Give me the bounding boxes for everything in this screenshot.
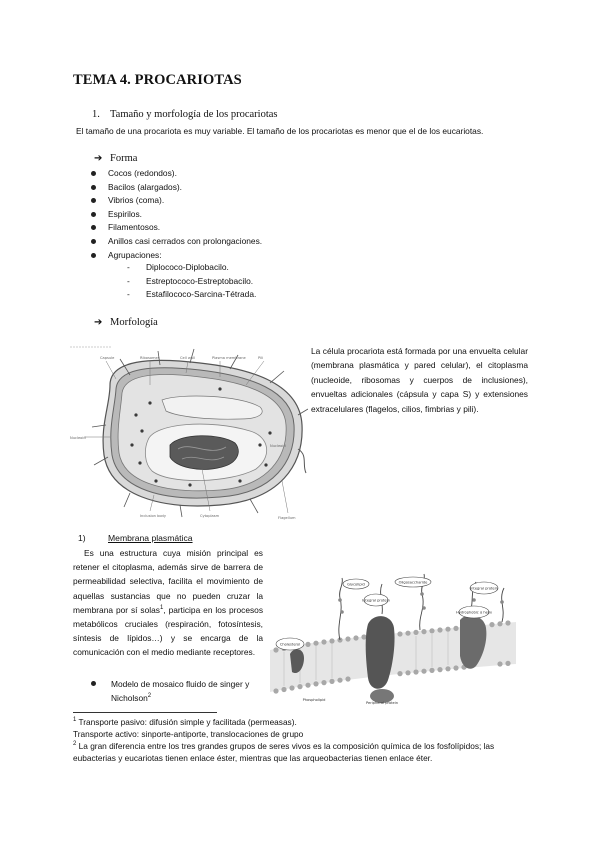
label-capsule: Capsule	[100, 356, 115, 360]
label-glycolipid: Glycolipid	[347, 582, 365, 587]
list-item: - Estreptococo-Estreptobacilo.	[127, 275, 254, 286]
membrana-heading	[78, 533, 193, 543]
label-hydrophobic-helix: Hydrophobic α helix	[456, 610, 492, 615]
bullet-icon	[91, 198, 96, 203]
label-integral-protein-2: Integral protein	[470, 586, 498, 591]
arrow-right-icon: ➔	[94, 317, 103, 328]
bullet-icon	[91, 185, 96, 190]
forma-list	[91, 167, 262, 262]
bullet-icon	[91, 239, 96, 244]
label-integral-protein-1: Integral protein	[362, 598, 390, 603]
label-ribosomes: Ribosomes	[140, 356, 160, 360]
label-peripheral-protein: Peripheral protein	[365, 701, 399, 705]
label-cell-wall: Cell wall	[180, 356, 195, 360]
list-item: Vibrios (coma).	[91, 194, 262, 208]
membrana-title: Membrana plasmática	[108, 533, 193, 543]
label-nucleoid-left: Nucleoid	[70, 436, 86, 440]
label-inclusion: Inclusion body	[140, 514, 166, 518]
section-number: 1.	[92, 109, 100, 120]
footnote-2: $^2$ La gran diferencia entre los tres grandes grupos de seres vivos es la composición química de los fosfolípidos; las eubacterias y eucariotas tienen enlace éster, mientras que las arqueobacterias tienen enlace éter.	[73, 741, 495, 763]
bullet-icon	[91, 681, 96, 686]
label-pili: Pili	[258, 356, 264, 360]
label-nucleoid-right: Nucleoid	[270, 444, 286, 448]
footnotes	[73, 716, 528, 764]
forma-title: Forma	[110, 153, 138, 164]
bullet-icon	[91, 253, 96, 258]
list-item: Modelo de mosaico fluido de singer y Nicholson$^2$	[91, 677, 263, 705]
label-plasma-membrane: Plasma membrane	[212, 356, 246, 360]
morfologia-heading	[94, 317, 158, 328]
list-item: Espirilos.	[91, 208, 262, 222]
label-phospholipid: Phospholipid	[302, 698, 326, 702]
intro-paragraph: El tamaño de una procariota es muy variable. El tamaño de los procariotas es menor que el de los eucariotas.	[76, 126, 484, 136]
footnote-1: $^1$ Transporte pasivo: difusión simple y facilitada (permeasas).	[73, 717, 297, 727]
section-title: Tamaño y morfología de los procariotas	[110, 109, 278, 120]
footnote-ref-2: 2	[147, 693, 152, 700]
membrana-list	[91, 677, 263, 705]
list-item: Anillos casi cerrados con prolongaciones.	[91, 235, 262, 249]
morfologia-description: La célula procariota está formada por una envuelta celular (membrana plasmática y pared celular), el citoplasma (nucleoide, ribosomas y cuerpos de inclusiones), envueltas adicionales (cápsula y capa S) y extensiones extracelulares (flagelos, cilios, fimbrias y pili).	[311, 346, 528, 414]
agrupaciones-list	[127, 261, 256, 302]
list-item: Bacilos (alargados).	[91, 181, 262, 195]
footnote-ref-1: 1	[159, 605, 164, 612]
membrana-number: 1)	[78, 533, 86, 543]
footnote-divider	[73, 712, 217, 713]
footnote-1-line-2: Transporte activo: sinporte-antiporte, translocaciones de grupo	[73, 729, 304, 739]
list-item: Agrupaciones:	[91, 249, 262, 263]
arrow-right-icon: ➔	[94, 153, 103, 164]
page-title: TEMA 4. PROCARIOTAS	[73, 72, 242, 88]
list-item: - Estafilococo-Sarcina-Tétrada.	[127, 289, 257, 300]
membrana-paragraph: Es una estructura cuya misión principal es retener el citoplasma, además sirve de barrera de permeabilidad selectiva, facilita el movimiento de aquellas sustancias que no pueden cruzar la membrana por sí solas$^1$, participa en los procesos metabólicos cruciales (respiración, fotosíntesis, síntesis de lípidos…) y se encarga de la comunicación con el medio mediante receptores.	[73, 548, 264, 658]
bullet-icon	[91, 225, 96, 230]
list-item: Cocos (redondos).	[91, 167, 262, 181]
forma-heading	[94, 153, 137, 164]
label-cholesterol: Cholesterol	[279, 642, 301, 647]
label-flagellum: Flagellum	[278, 516, 296, 520]
nucleoid-shape	[170, 436, 238, 470]
fluid-mosaic-membrane-diagram	[270, 572, 516, 705]
section-heading-1	[92, 109, 278, 120]
label-oligosaccharide: Oligosaccharide	[398, 580, 428, 585]
bullet-icon	[91, 212, 96, 217]
list-item: Filamentosos.	[91, 221, 262, 235]
prokaryotic-cell-diagram	[70, 345, 308, 525]
list-item: - Diplococo-Diplobacilo.	[127, 262, 229, 272]
morfologia-title: Morfología	[110, 317, 158, 328]
bullet-icon	[91, 171, 96, 176]
label-cytoplasm: Cytoplasm	[200, 514, 220, 518]
integral-protein-1	[366, 616, 395, 689]
